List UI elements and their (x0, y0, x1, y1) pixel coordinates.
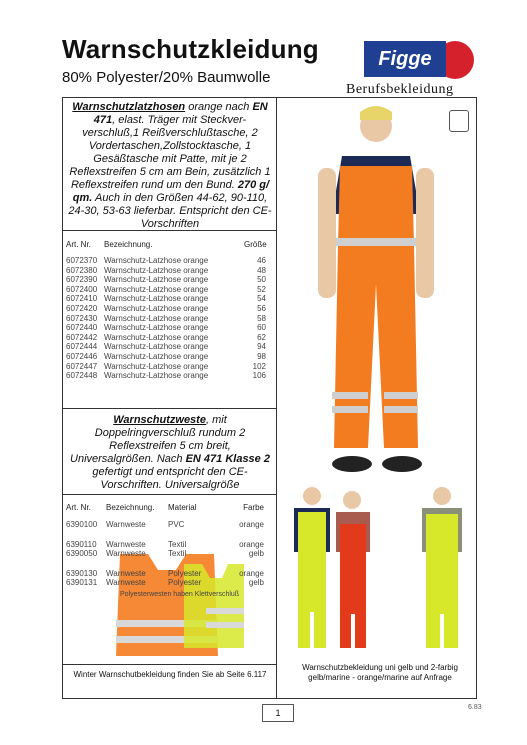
vest-row-farbe: orange (239, 520, 264, 529)
overall-row-size: 46 (257, 256, 266, 265)
overall-row-bez: Warnschutz-Latzhose orange (104, 342, 209, 352)
divider (62, 408, 277, 409)
overall-row-bez: Warnschutz-Latzhose orange (104, 294, 209, 304)
overall-row-bez: Warnschutz-Latzhose orange (104, 265, 209, 275)
overall-name: Warnschutzlatzhosen (72, 101, 186, 113)
vest-header-bez: Bezeichnung. (106, 503, 155, 512)
overall-row-size: 60 (257, 323, 266, 333)
overall-row-bez: Warnschutz-Latzhose orange (104, 371, 209, 381)
model-orange-overall (296, 104, 456, 480)
overall-row-bez: Warnschutz-Latzhose orange (104, 304, 209, 313)
overall-row-art: 6072390 (66, 275, 98, 285)
vest-description (66, 414, 274, 492)
overall-header-bez: Bezeichnung. (104, 240, 153, 249)
models-group-photo (282, 484, 474, 658)
overall-row-art: 6072430 (66, 313, 98, 323)
overall-row-art: 6072446 (66, 352, 98, 361)
overall-row-size: 50 (257, 275, 266, 285)
vest-row-art: 6390100 (66, 520, 98, 529)
overall-desc-text-a: orange nach (185, 101, 253, 113)
overall-row-size: 56 (257, 304, 266, 313)
vest-row-mat: Polyester (168, 569, 202, 578)
vest-row-bez: Warnweste (106, 549, 146, 558)
overall-row-bez: Warnschutz-Latzhose orange (104, 275, 209, 285)
overall-row-art: 6072444 (66, 342, 98, 352)
overall-row-art: 6072420 (66, 304, 98, 313)
vest-desc-text-b: gefertigt und entspricht den CE-Vorschriften. Universalgröße (92, 466, 248, 491)
vest-header-farbe: Farbe (243, 503, 264, 512)
divider (62, 664, 277, 665)
logo-wordmark: Figge (364, 41, 446, 77)
model-yellow-navy (294, 487, 330, 648)
overall-row-size: 54 (257, 294, 266, 304)
vest-row-bez: Warnweste (106, 540, 146, 549)
overall-row-bez: Warnschutz-Latzhose orange (104, 332, 209, 342)
overall-desc-text-c: Auch in den Größen 44-62, 90-110, 24-30, 53-63 lieferbar. Entspricht den CE-Vorschriften (68, 192, 272, 230)
overall-row-art: 6072447 (66, 361, 98, 371)
overall-row-art: 6072442 (66, 332, 98, 342)
overall-row-art: 6072380 (66, 265, 98, 275)
overall-standard: EN 471 (93, 101, 268, 126)
page-subtitle: 80% Polyester/20% Baumwolle (62, 69, 271, 86)
vest-header-art: Art. Nr. (66, 503, 91, 512)
vest-row-mat: Textil (168, 549, 187, 558)
vest-row-farbe: gelb (248, 578, 264, 587)
vest-illustration (110, 548, 246, 660)
overall-row-bez: Warnschutz-Latzhose orange (104, 352, 209, 361)
overall-description (66, 101, 274, 231)
model-yellow (422, 487, 462, 648)
overall-weight: 270 g/ qm. (72, 179, 270, 204)
vest-desc-text-a: , mit Doppelringverschluß rundum 2 Reflexstreifen 5 cm breit, Universalgrößen. Nach (70, 414, 246, 465)
vest-standard: EN 471 Klasse 2 (185, 453, 270, 465)
vest-row-art: 6390131 (66, 578, 98, 587)
vest-row-art: 6390050 (66, 549, 98, 558)
overall-row-bez: Warnschutz-Latzhose orange (104, 361, 209, 371)
overall-row-size: 48 (257, 265, 266, 275)
vest-row-bez: Warnweste (106, 569, 146, 578)
overall-row-art: 6072448 (66, 371, 98, 381)
overall-row-art: 6072400 (66, 284, 98, 294)
vest-name: Warnschutzweste (113, 414, 206, 426)
vest-row-mat: PVC (168, 520, 185, 529)
vest-row-farbe: orange (239, 540, 264, 549)
divider (62, 230, 277, 231)
page-number-box: 1 (262, 704, 294, 722)
overall-row-art: 6072370 (66, 256, 98, 265)
overall-row-bez: Warnschutz-Latzhose orange (104, 313, 209, 323)
vest-row-farbe: gelb (248, 549, 264, 558)
vest-note: Polyesterwesten haben Klettverschluß (120, 591, 240, 598)
vest-header-mat: Material (168, 503, 197, 512)
overall-row-size: 102 (252, 361, 266, 371)
overall-row-size: 94 (257, 342, 266, 352)
vest-row-bez: Warnweste (106, 578, 146, 587)
vest-row-mat: Textil (168, 540, 187, 549)
overall-row-bez: Warnschutz-Latzhose orange (104, 284, 209, 294)
overall-row-art: 6072410 (66, 294, 98, 304)
overall-row-size: 62 (257, 332, 266, 342)
brand-logo (364, 41, 476, 77)
vest-row-mat: Polyester (168, 578, 202, 587)
vest-row-farbe: orange (239, 569, 264, 578)
model-orange-navy (336, 491, 370, 648)
overall-row-bez: Warnschutz-Latzhose orange (104, 256, 209, 265)
overall-header-art: Art. Nr. (66, 240, 91, 249)
overall-row-size: 98 (257, 352, 266, 361)
overall-row-art: 6072440 (66, 323, 98, 333)
page-title: Warnschutzkleidung (62, 34, 319, 64)
overall-desc-text-b: , elast. Träger mit Steckver-verschluß,1 Reißverschlußtasche, 2 Vordertaschen,Zollstocktasche, 1 Gesäßtasche mit Patte, mit je 2 Reflexstreifen 5 cm am Bein, zusätzlich 1 Reflexstreifen rund um den Bund. (69, 114, 271, 191)
vest-row-art: 6390130 (66, 569, 98, 578)
overall-row-bez: Warnschutz-Latzhose orange (104, 323, 209, 333)
brand-subtitle: Berufsbekleidung (346, 82, 454, 97)
overall-row-size: 52 (257, 284, 266, 294)
caption-colors: Warnschutzbekleidung uni gelb und 2-farbig gelb/marine - orange/marine auf Anfrage (302, 663, 458, 682)
caption-winter: Winter Warnschutbekleidung finden Sie ab Seite 6.117 (73, 670, 267, 679)
overall-row-size: 58 (257, 313, 266, 323)
divider (62, 494, 277, 495)
overall-row-size: 106 (252, 371, 266, 381)
vest-row-bez: Warnweste (106, 520, 146, 529)
vest-row-art: 6390110 (66, 540, 97, 549)
overall-header-size: Größe (244, 240, 267, 249)
page-reference: 6.83 (468, 704, 482, 711)
